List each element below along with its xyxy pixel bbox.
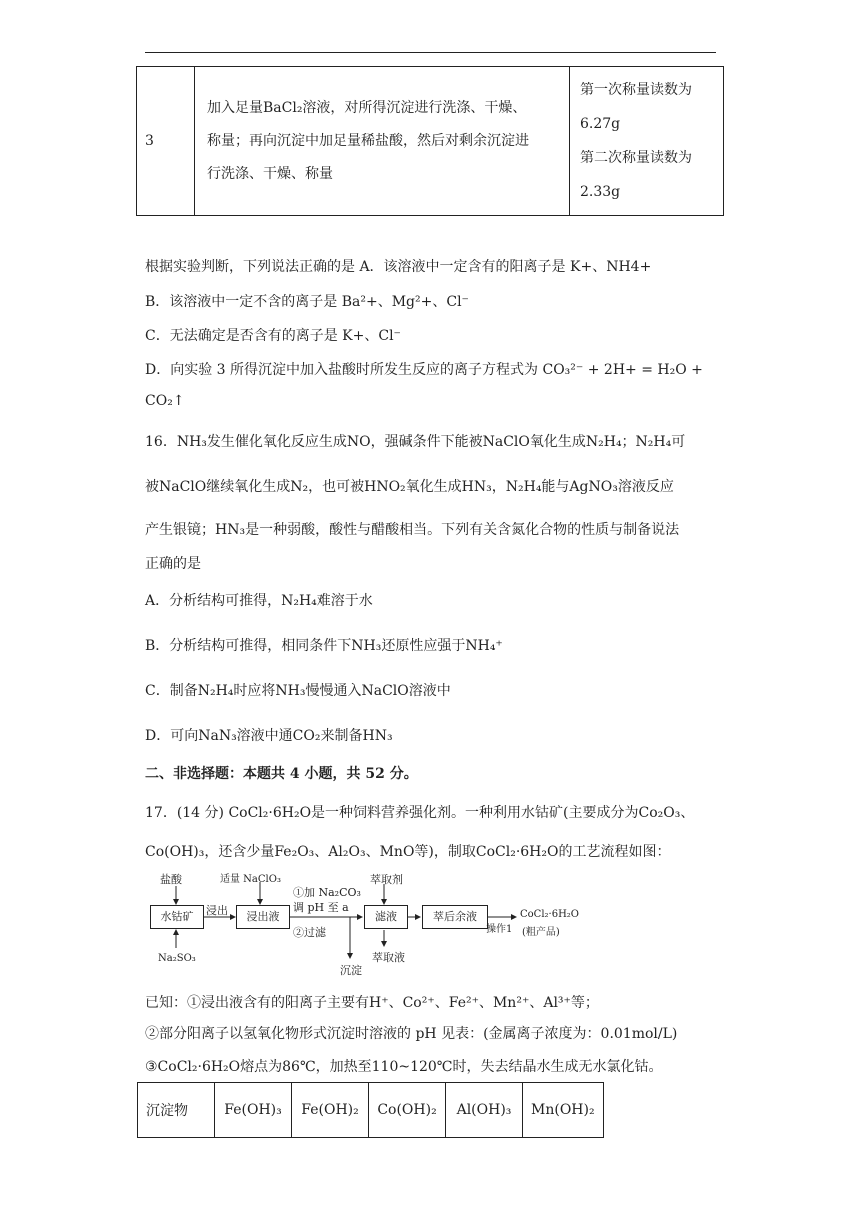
result-line: 第一次称量读数为	[580, 82, 692, 98]
residual-liquid-box: 萃后余液	[422, 905, 488, 929]
result-line: 第二次称量读数为	[580, 150, 692, 166]
operation-line: 加入足量BaCl₂溶液，对所得沉淀进行洗涤、干燥、	[207, 99, 527, 116]
table-header-cell: 沉淀物	[138, 1083, 215, 1138]
table-header-cell: Mn(OH)₂	[523, 1083, 604, 1138]
precipitate-label: 沉淀	[340, 964, 362, 977]
operation-line: 称量；再向沉淀中加足量稀盐酸，然后对剩余沉淀进	[207, 132, 529, 149]
sodium-chlorate-label: 适量 NaClO₃	[220, 874, 281, 885]
experiment-result	[570, 67, 724, 216]
q16-option-b: B．分析结构可推得，相同条件下NH₃还原性应强于NH₄⁺	[145, 638, 503, 654]
process-flowchart	[140, 868, 610, 983]
step1-ph-label: 调 pH 至 a	[293, 901, 349, 914]
table-row	[137, 67, 724, 216]
q16-line2: 被NaClO继续氧化生成N₂，也可被HNO₂氧化生成HN₃，N₂H₄能与AgNO₃溶液反应	[145, 479, 674, 495]
table-header-cell: Fe(OH)₃	[215, 1083, 292, 1138]
operation1-label: 操作1	[486, 924, 513, 935]
q16-line1: 16．NH₃发生催化氧化反应生成NO，强碱条件下能被NaClO氧化生成N₂H₄；N₂H₄可	[145, 434, 686, 450]
q16-option-d: D．可向NaN₃溶液中通CO₂来制备HN₃	[145, 728, 393, 744]
q17-line1: 17．(14 分) CoCl₂·6H₂O是一种饲料营养强化剂。一种利用水钴矿(主要成分为Co₂O₃、	[145, 805, 695, 821]
table-header-cell: Al(OH)₃	[446, 1083, 523, 1138]
q15-option-d: D．向实验 3 所得沉淀中加入盐酸时所发生反应的离子方程式为 CO₃²⁻ + 2H+ = H₂O +	[145, 362, 703, 378]
result-line: 2.33g	[580, 184, 621, 200]
header-rule	[145, 52, 716, 53]
experiment-number: 3	[137, 67, 195, 216]
experiment-operation	[195, 67, 570, 216]
experiment-table	[136, 66, 724, 216]
q15-option-d-cont: CO₂↑	[145, 393, 185, 409]
extract-label: 萃取液	[372, 951, 405, 964]
q15-stem: 根据实验判断，下列说法正确的是 A．该溶液中一定含有的阳离子是 K+、NH4+	[145, 259, 652, 275]
hydrochloric-acid-label: 盐酸	[160, 873, 182, 886]
known-3: ③CoCl₂·6H₂O熔点为86℃，加热至110~120℃时，失去结晶水生成无水氯化钴。	[145, 1059, 663, 1075]
q16-line4: 正确的是	[145, 556, 201, 572]
leachate-box: 浸出液	[236, 905, 290, 929]
q16-line3: 产生银镜；HN₃是一种弱酸，酸性与醋酸相当。下列有关含氮化合物的性质与制备说法	[145, 522, 680, 538]
step2-label: ②过滤	[293, 926, 326, 939]
q16-option-c: C．制备N₂H₄时应将NH₃慢慢通入NaClO溶液中	[145, 683, 451, 699]
known-1: 已知：①浸出液含有的阳离子主要有H⁺、Co²⁺、Fe²⁺、Mn²⁺、Al³⁺等；	[145, 995, 599, 1011]
leach-label: 浸出	[206, 904, 228, 917]
ph-table	[137, 1082, 604, 1138]
crude-product-label: (粗产品)	[522, 927, 560, 938]
result-line: 6.27g	[580, 116, 621, 132]
q17-line2: Co(OH)₃，还含少量Fe₂O₃、Al₂O₃、MnO等)，制取CoCl₂·6H₂O的工艺流程如图：	[145, 844, 671, 860]
extractant-label: 萃取剂	[370, 873, 403, 886]
table-header-cell: Co(OH)₂	[369, 1083, 446, 1138]
sodium-sulfite-label: Na₂SO₃	[158, 953, 196, 964]
product-label: CoCl₂·6H₂O	[520, 909, 579, 920]
section-heading: 二、非选择题：本题共 4 小题，共 52 分。	[145, 766, 418, 782]
ore-box: 水钴矿	[150, 905, 204, 929]
table-header-cell: Fe(OH)₂	[292, 1083, 369, 1138]
operation-line: 行洗涤、干燥、称量	[207, 165, 333, 182]
table-header-row	[138, 1083, 604, 1138]
filtrate-box: 滤液	[364, 905, 408, 929]
known-2: ②部分阳离子以氢氧化物形式沉淀时溶液的 pH 见表：(金属离子浓度为：0.01mol/L)	[145, 1026, 678, 1042]
q16-option-a: A．分析结构可推得，N₂H₄难溶于水	[145, 593, 373, 609]
step1-label: ①加 Na₂CO₃	[293, 886, 361, 899]
q15-option-c: C．无法确定是否含有的离子是 K+、Cl⁻	[145, 328, 401, 344]
q15-option-b: B．该溶液中一定不含的离子是 Ba²+、Mg²+、Cl⁻	[145, 294, 469, 310]
